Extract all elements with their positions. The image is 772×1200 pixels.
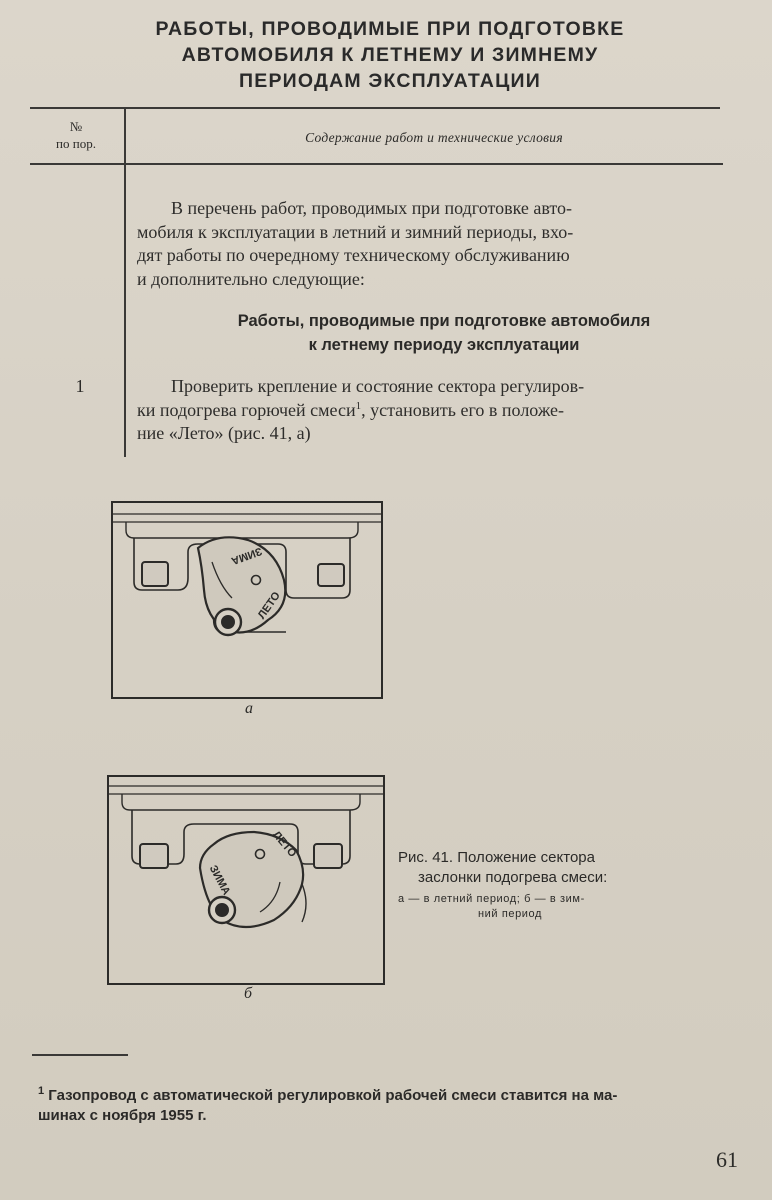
figure-b-label: б bbox=[244, 985, 253, 1002]
figure-a-zima-text: ЗИМА bbox=[229, 544, 264, 567]
figure-b-drawing bbox=[104, 772, 388, 988]
page-number: 61 bbox=[716, 1147, 738, 1172]
column-header-number: № по пор. bbox=[56, 119, 96, 151]
intro-paragraph: В перечень работ, проводимых при подготовке авто- мобиля к эксплуатации в летний и зимний периоды, вхо- дят работы по очередному техническому обслуживанию и дополнительно следующие: bbox=[137, 198, 574, 289]
footnote: $^1$ Газопровод с автоматической регулировкой рабочей смеси ставится на ма- шинах с ноября 1955 г. bbox=[38, 1085, 618, 1124]
title-line-1: РАБОТЫ, ПРОВОДИМЫЕ ПРИ ПОДГОТОВКЕ bbox=[155, 18, 625, 40]
table-header-rule bbox=[30, 163, 723, 165]
footnote-marker: 1 bbox=[38, 1085, 45, 1097]
item-1-text: Проверить крепление и состояние сектора регулиров- ки подогрева горючей смеси$^1$, установить его в положе- ние «Лето» (рис. 41, а) bbox=[137, 376, 585, 443]
figure-a-label: а bbox=[245, 700, 253, 717]
section-heading: Работы, проводимые при подготовке автомобиля к летнему периоду эксплуатации bbox=[237, 312, 651, 354]
item-number: 1 bbox=[75, 376, 85, 396]
figure-b-leto-text: ЛЕТО bbox=[269, 829, 299, 860]
column-header-content: Содержание работ и технические условия bbox=[305, 130, 563, 145]
figure-b-zima-text: ЗИМА bbox=[206, 863, 233, 898]
footnote-rule bbox=[32, 1054, 128, 1056]
page-title bbox=[40, 16, 740, 94]
figure-caption: Рис. 41. Положение сектора заслонки подогрева смеси: а — в летний период; б — в зим- ний период bbox=[398, 849, 608, 920]
table-column-divider bbox=[124, 109, 126, 457]
footnote-ref: 1 bbox=[355, 399, 362, 412]
figure-a-drawing bbox=[108, 498, 388, 704]
table-top-rule bbox=[30, 107, 720, 109]
title-line-2: АВТОМОБИЛЯ К ЛЕТНЕМУ И ЗИМНЕМУ bbox=[181, 44, 599, 66]
figure-a-leto-text: ЛЕТО bbox=[255, 589, 283, 622]
title-line-3: ПЕРИОДАМ ЭКСПЛУАТАЦИИ bbox=[239, 70, 541, 92]
